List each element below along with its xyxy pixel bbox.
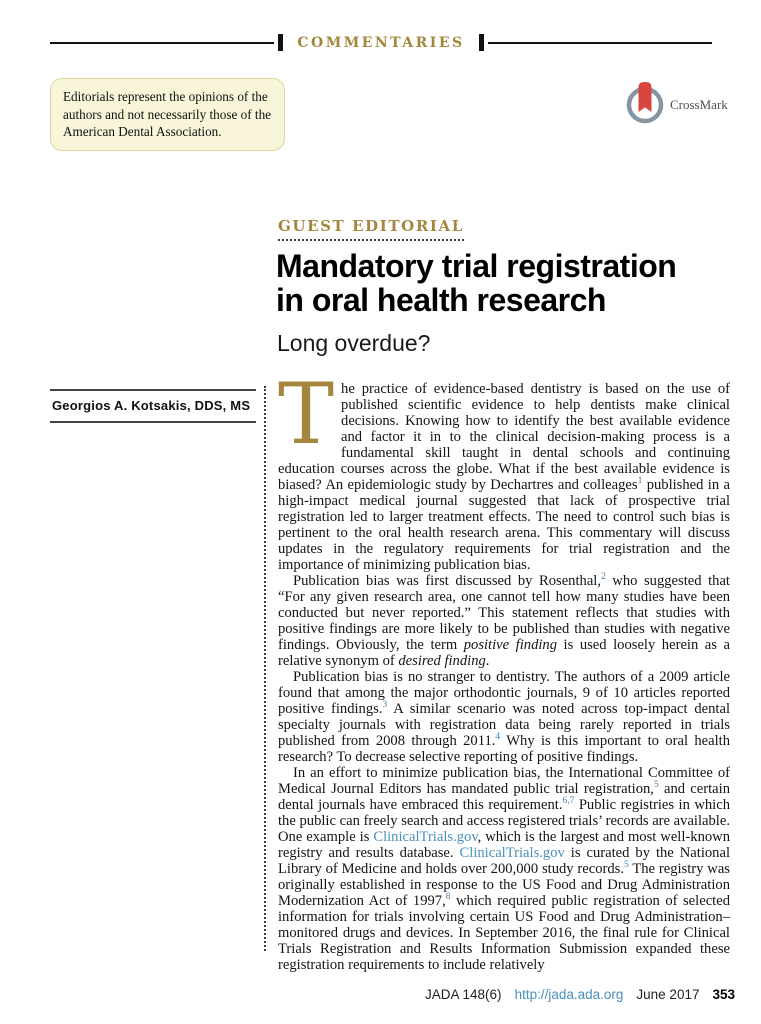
- body-text: Publication bias was first discussed by Rosenthal,: [293, 573, 602, 589]
- banner-tick-right: [479, 34, 484, 51]
- article-subtitle: Long overdue?: [277, 330, 431, 356]
- reference-link[interactable]: 4: [495, 732, 501, 743]
- paragraph: [278, 765, 730, 973]
- reference-link[interactable]: 6,7: [562, 796, 575, 807]
- crossmark-label: CrossMark: [670, 96, 728, 112]
- body-text: Public registries in which the public can freely search and access registered trials’ records are available. One example is: [278, 797, 731, 845]
- reference-link[interactable]: 8: [445, 892, 451, 903]
- clinicaltrials-link[interactable]: ClinicalTrials.gov: [459, 845, 565, 861]
- body-text: which required public registration of selected information for trials involving certain US Food and Drug Administration–monitored drugs and devices. In September 2016, the final rule for Clinical Trials Registration and Results Information Submission expanded these registration requirements to include relatively: [278, 893, 730, 973]
- body-text: .: [485, 653, 490, 669]
- crossmark-icon: [622, 79, 668, 130]
- body-text: Publication bias is no stranger to dentistry. The authors of a 2009 article found that among the major orthodontic journals, 9 of 10 articles reported positive findings.: [278, 669, 730, 717]
- paragraph: [278, 669, 730, 765]
- body-text: published in a high-impact medical journal suggested that lack of prospective trial registration led to larger treatment effects. The need to control such bias is pertinent to the oral health research arena. This commentary will discuss updates in the regulatory requirements for trial registration and the importance of minimizing publication bias.: [278, 477, 730, 573]
- body-text: and certain dental journals have embraced this requirement.: [278, 781, 730, 813]
- column-divider: [264, 386, 266, 951]
- crossmark-badge[interactable]: [622, 79, 728, 130]
- article-title: [276, 249, 746, 317]
- paragraph: [278, 365, 730, 573]
- body-text: Why is this important to oral health research? To decrease selective reporting of positive findings.: [278, 733, 731, 765]
- reference-link[interactable]: 2: [601, 572, 606, 583]
- guest-editorial-eyebrow: GUEST EDITORIAL: [278, 217, 464, 241]
- banner-rule-right: [488, 42, 712, 44]
- body-text: is curated by the National Library of Medicine and holds over 200,000 study records.: [278, 845, 731, 877]
- footer-journal-issue: JADA 148(6): [425, 987, 502, 1002]
- emphasis-text: desired finding: [398, 653, 486, 669]
- banner-tick-left: [278, 34, 283, 51]
- body-text: who suggested that “For any given research area, one cannot tell how many studies have been conducted but never reported.” This statement reflects that studies with positive findings are more likely to be published than studies with negative findings. Obviously, the term: [278, 573, 730, 653]
- footer-issue-date: June 2017: [636, 987, 700, 1002]
- drop-cap: T: [278, 365, 335, 463]
- body-text: The registry was originally established in response to the US Food and Drug Administration Modernization Act of 1997,: [278, 861, 730, 909]
- footer-journal-url[interactable]: http://jada.ada.org: [514, 987, 624, 1002]
- clinicaltrials-link[interactable]: ClinicalTrials.gov: [373, 829, 478, 845]
- editorial-disclaimer-box: Editorials represent the opinions of the authors and not necessarily those of the American Dental Association.: [50, 78, 285, 151]
- footer-page-number: 353: [712, 987, 735, 1002]
- body-text: In an effort to minimize publication bias, the International Committee of Medical Journal Editors has mandated public trial registration,: [278, 765, 730, 797]
- author-name: Georgios A. Kotsakis, DDS, MS: [50, 389, 256, 423]
- page-footer: [425, 987, 735, 1002]
- article-title-line2: in oral health research: [276, 282, 606, 318]
- section-banner-label: COMMENTARIES: [297, 34, 465, 51]
- reference-link[interactable]: 5: [624, 860, 629, 871]
- article-title-line1: Mandatory trial registration: [276, 248, 677, 284]
- reference-link[interactable]: 3: [382, 700, 388, 711]
- body-text: he practice of evidence-based dentistry is based on the use of published scientific evidence to help dentists make clinical decisions. Knowing how to identify the best available evidence and factor it in to the clinical decision-making process is a fundamental skill taught in dental schools and continuing education courses across the globe. What if the best available evidence is biased? An epidemiologic study by Dechartres and colleages: [278, 381, 730, 493]
- body-text: A similar scenario was noted across top-impact dental specialty journals with registration data being rarely reported in trials published from 2008 through 2011.: [278, 701, 730, 749]
- section-banner: [50, 34, 712, 51]
- reference-link[interactable]: 1: [637, 476, 643, 487]
- body-text: is used loosely herein as a relative synonym of: [278, 637, 730, 669]
- body-text: , which is the largest and most well-known registry and results database.: [278, 829, 730, 861]
- article-body: [278, 365, 731, 973]
- emphasis-text: positive finding: [463, 637, 558, 653]
- banner-rule-left: [50, 42, 274, 44]
- reference-link[interactable]: 5: [653, 780, 659, 791]
- paragraph: [278, 573, 730, 669]
